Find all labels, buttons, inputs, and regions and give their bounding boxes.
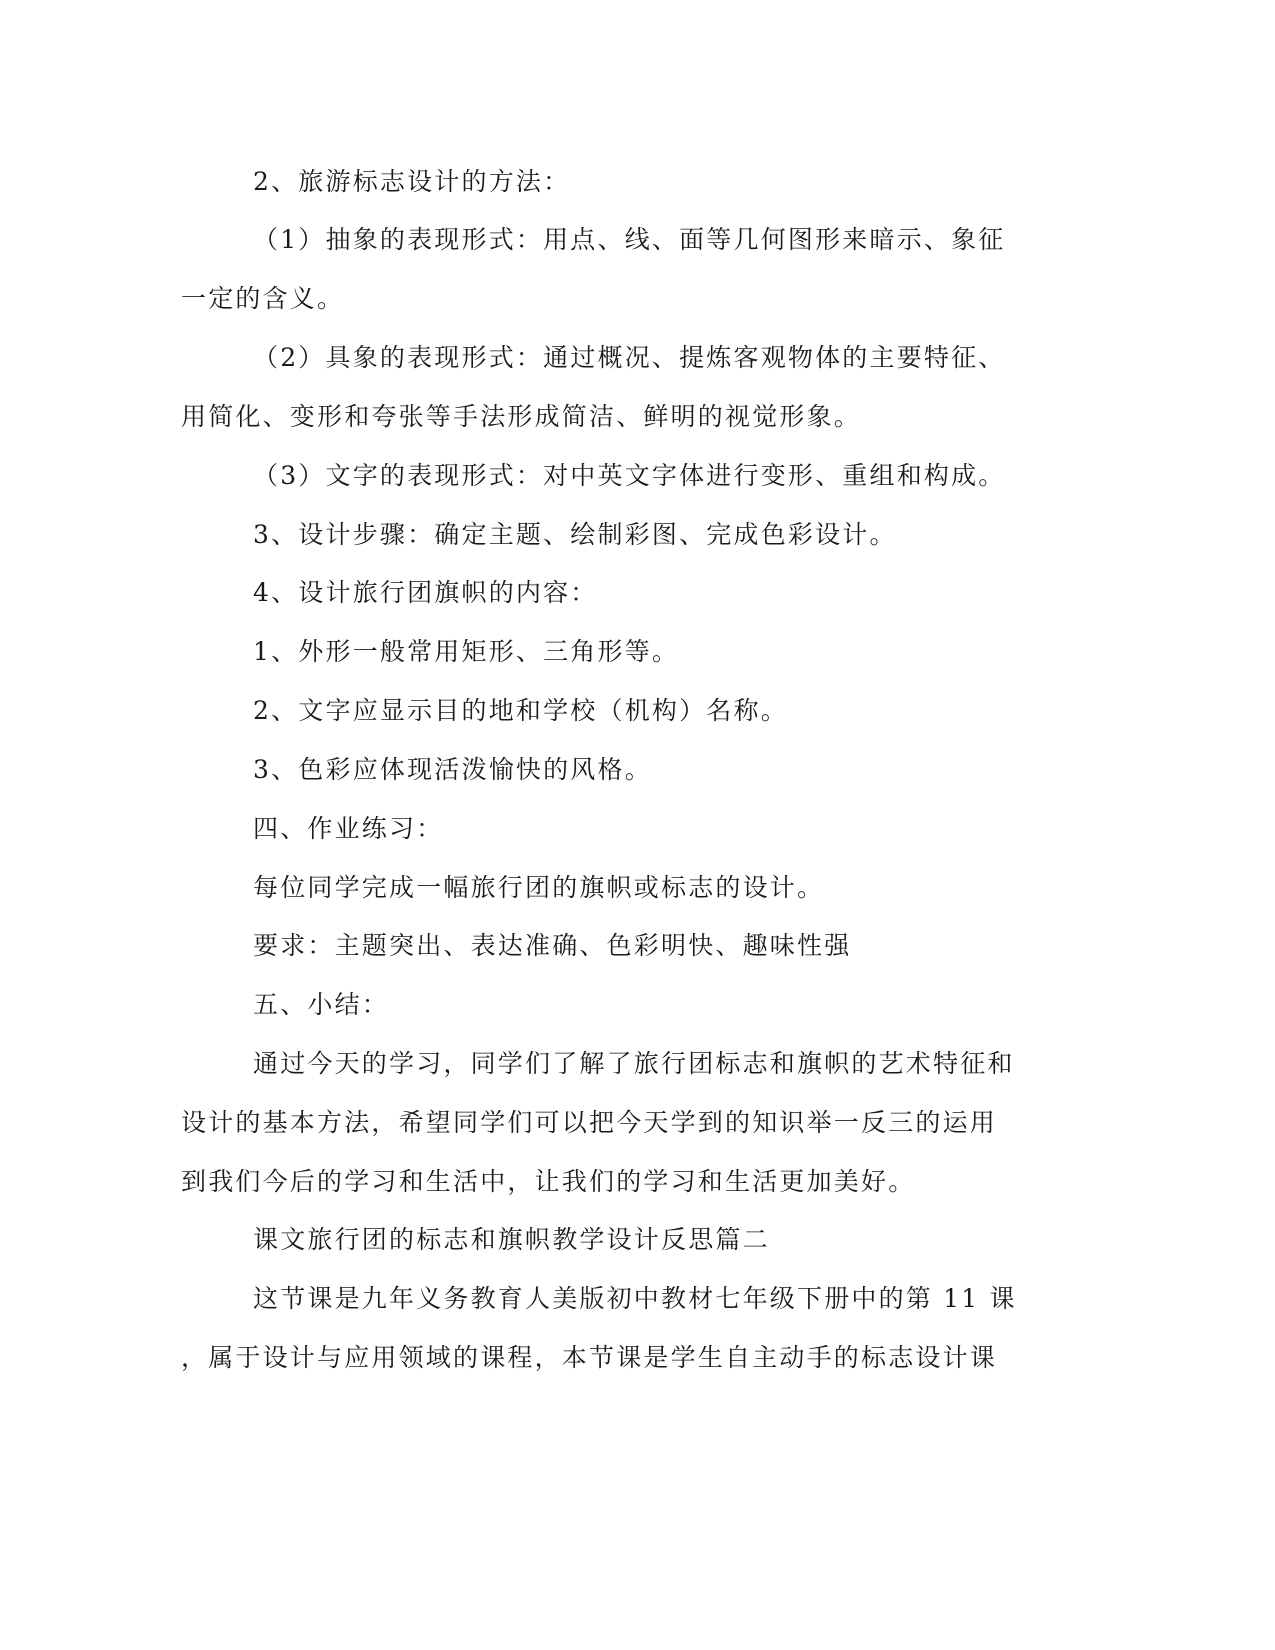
text-line: 3、设计步骤：确定主题、绘制彩图、完成色彩设计。 (253, 520, 897, 549)
text-line: 这节课是九年义务教育人美版初中教材七年级下册中的第 11 课 (253, 1284, 1017, 1313)
text-line: 一定的含义。 (181, 284, 345, 313)
text-line: 2、文字应显示目的地和学校（机构）名称。 (253, 696, 788, 725)
text-line: 四、作业练习： (253, 814, 444, 843)
text-line: （2）具象的表现形式：通过概况、提炼客观物体的主要特征、 (253, 343, 1006, 372)
text-line: 到我们今后的学习和生活中，让我们的学习和生活更加美好。 (181, 1167, 916, 1196)
text-line: 每位同学完成一幅旅行团的旗帜或标志的设计。 (253, 873, 825, 902)
text-line: （3）文字的表现形式：对中英文字体进行变形、重组和构成。 (253, 461, 1006, 490)
text-line: 五、小结： (253, 990, 390, 1019)
text-line: 设计的基本方法，希望同学们可以把今天学到的知识举一反三的运用 (181, 1108, 998, 1137)
text-line: 课文旅行团的标志和旗帜教学设计反思篇二 (253, 1225, 770, 1254)
text-line: 要求：主题突出、表达准确、色彩明快、趣味性强 (253, 931, 852, 960)
text-line: 4、设计旅行团旗帜的内容： (253, 578, 598, 607)
text-line: 2、旅游标志设计的方法： (253, 167, 571, 196)
text-line: 3、色彩应体现活泼愉快的风格。 (253, 755, 652, 784)
text-line: 1、外形一般常用矩形、三角形等。 (253, 637, 680, 666)
text-line: 用简化、变形和夸张等手法形成简洁、鲜明的视觉形象。 (181, 402, 862, 431)
text-line: （1）抽象的表现形式：用点、线、面等几何图形来暗示、象征 (253, 225, 1006, 254)
text-line: ，属于设计与应用领域的课程，本节课是学生自主动手的标志设计课 (181, 1343, 998, 1372)
text-line: 通过今天的学习，同学们了解了旅行团标志和旗帜的艺术特征和 (253, 1049, 1015, 1078)
